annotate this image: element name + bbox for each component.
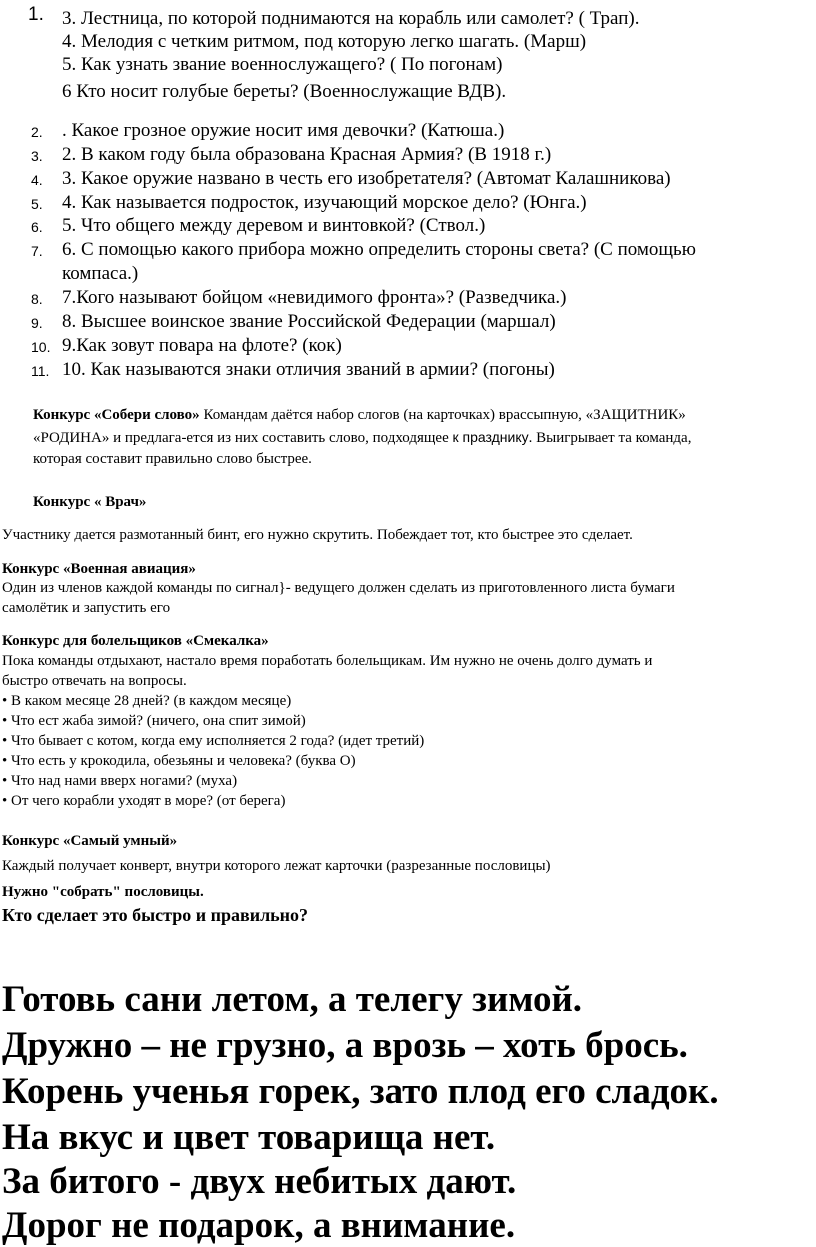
- list-number: 3.: [31, 148, 43, 164]
- proverb: За битого - двух небитых дают.: [2, 1161, 517, 1202]
- quiz-question: 6. С помощью какого прибора можно определить стороны света? (С помощью: [62, 239, 696, 260]
- list-number: 10.: [31, 339, 51, 355]
- contest-text: Пока команды отдыхают, настало время поработать болельщикам. Им нужно не очень долго думать и: [2, 653, 653, 669]
- question-bullet: • Что над нами вверх ногами? (муха): [2, 773, 238, 789]
- question-bullet: • Что есть у крокодила, обезьяны и человека? (буква О): [2, 753, 356, 769]
- list-number: 8.: [31, 291, 43, 307]
- list-number: 9.: [31, 315, 43, 331]
- list-number: 2.: [31, 124, 43, 140]
- contest-text: «РОДИНА» и предлага-ется из них составить слово, подходящее: [33, 430, 453, 446]
- proverb: Дружно – не грузно, а врозь – хоть брось.: [2, 1025, 688, 1066]
- quiz-question: 3. Лестница, по которой поднимаются на корабль или самолет? ( Трап).: [62, 8, 640, 29]
- contest-instruction: Кто сделает это быстро и правильно?: [2, 905, 309, 925]
- contest-words-line: [33, 429, 691, 447]
- contest-text: Каждый получает конверт, внутри которого лежат карточки (разрезанные пословицы): [2, 858, 551, 874]
- contest-title: Конкурс «Самый умный»: [2, 833, 178, 849]
- list-number: 7.: [31, 243, 43, 259]
- list-number: 1.: [28, 4, 44, 25]
- quiz-question-continuation: компаса.): [62, 263, 139, 284]
- quiz-question: 6 Кто носит голубые береты? (Военнослужащие ВДВ).: [62, 81, 507, 102]
- contest-title: Конкурс «Военная авиация»: [2, 561, 196, 577]
- quiz-question: 5. Как узнать звание военнослужащего? ( По погонам): [62, 54, 503, 75]
- quiz-question: 4. Как называется подросток, изучающий морское дело? (Юнга.): [62, 192, 587, 213]
- contest-text-highlight: к празднику: [452, 429, 529, 445]
- contest-text: Участнику дается размотанный бинт, его нужно скрутить. Побеждает тот, кто быстрее это сделает.: [2, 527, 633, 543]
- proverb: На вкус и цвет товарища нет.: [2, 1117, 496, 1158]
- contest-text: которая составит правильно слово быстрее.: [33, 451, 312, 467]
- list-number: 6.: [31, 219, 43, 235]
- quiz-question: 3. Какое оружие названо в честь его изобретателя? (Автомат Калашникова): [62, 168, 671, 189]
- proverb: Корень ученья горек, зато плод его сладок.: [2, 1071, 719, 1112]
- question-bullet: • В каком месяце 28 дней? (в каждом месяце): [2, 693, 292, 709]
- quiz-question: 8. Высшее воинское звание Российской Федерации (маршал): [62, 311, 556, 332]
- quiz-question: 4. Мелодия с четким ритмом, под которую легко шагать. (Марш): [62, 31, 587, 52]
- contest-text: Один из членов каждой команды по сигнал}- ведущего должен сделать из приготовленного листа бумаги: [2, 580, 675, 596]
- contest-title: Конкурс «Собери слово»: [33, 407, 200, 423]
- contest-title: Конкурс для болельщиков «Смекалка»: [2, 633, 269, 649]
- contest-text: быстро отвечать на вопросы.: [2, 673, 187, 689]
- contest-words-paragraph: [33, 407, 686, 424]
- quiz-question: 7.Кого называют бойцом «невидимого фронта»? (Разведчика.): [62, 287, 567, 308]
- contest-text: . Выигрывает та команда,: [528, 430, 692, 446]
- contest-title: Конкурс « Врач»: [33, 494, 147, 510]
- list-number: 4.: [31, 172, 43, 188]
- proverb: Готовь сани летом, а телегу зимой.: [2, 979, 583, 1020]
- quiz-question: 9.Как зовут повара на флоте? (кок): [62, 335, 342, 356]
- quiz-question: 5. Что общего между деревом и винтовкой? (Ствол.): [62, 215, 486, 236]
- list-number: 11.: [31, 363, 50, 379]
- question-bullet: • Что бывает с котом, когда ему исполняется 2 года? (идет третий): [2, 733, 425, 749]
- question-bullet: • От чего корабли уходят в море? (от берега): [2, 793, 286, 809]
- contest-text: самолётик и запустить его: [2, 600, 171, 616]
- proverb: Дорог не подарок, а внимание.: [2, 1205, 516, 1246]
- list-number: 5.: [31, 196, 43, 212]
- quiz-question: 2. В каком году была образована Красная Армия? (В 1918 г.): [62, 144, 552, 165]
- quiz-question: 10. Как называются знаки отличия званий в армии? (погоны): [62, 359, 555, 380]
- question-bullet: • Что ест жаба зимой? (ничего, она спит зимой): [2, 713, 306, 729]
- quiz-question: . Какое грозное оружие носит имя девочки? (Катюша.): [62, 120, 505, 141]
- contest-instruction: Нужно "собрать" пословицы.: [2, 884, 204, 900]
- contest-text: Командам даётся набор слогов (на карточках) врассыпную, «ЗАЩИТНИК»: [199, 407, 686, 423]
